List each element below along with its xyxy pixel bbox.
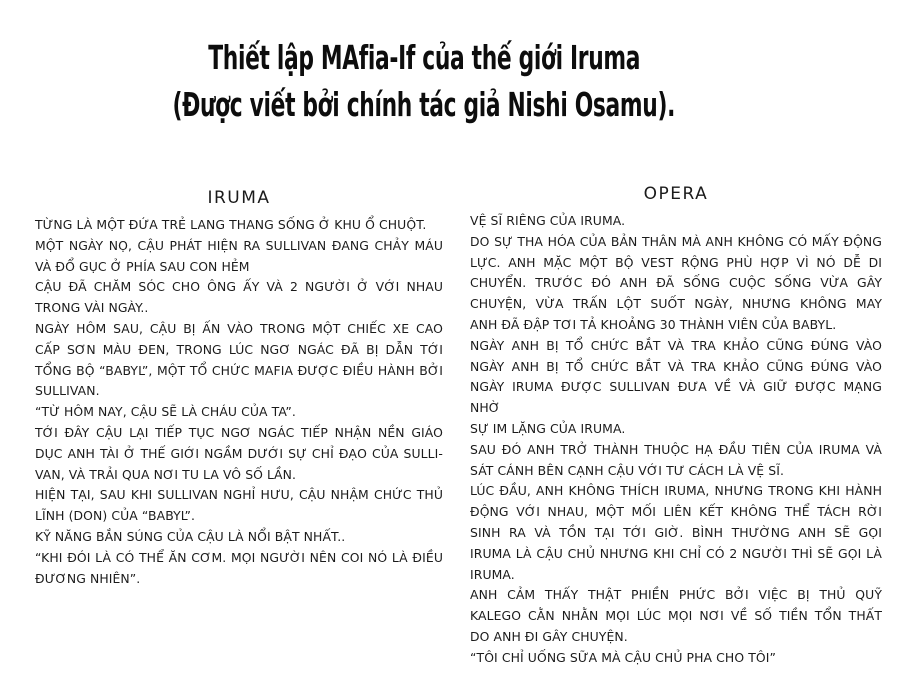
column-heading-iruma: IRUMA	[207, 188, 271, 208]
text-line: VỆ SĨ RIÊNG CỦA IRUMA.	[470, 213, 626, 228]
text-line: TỚI ĐÂY CẬU LẠI TIẾP TỤC NGƠ NGÁC TIẾP NHẬN NỀN GIÁO	[35, 424, 443, 440]
text-line: SỰ IM LẶNG CỦA IRUMA.	[470, 420, 626, 436]
text-line: NGÀY IRUMA ĐƯỢC SULLIVAN ĐƯA VỀ VÀ GIỮ ĐƯỢC MẠNG NHỜ	[470, 379, 882, 416]
column-opera	[470, 184, 882, 669]
text-line: DO ANH ĐI GÂY CHUYỆN.	[470, 628, 628, 644]
title-line-2: (Được viết bởi chính tác giả Nishi Osamu).	[172, 85, 676, 124]
text-line: TỔNG BỘ “BABYL”, MỘT TỔ CHỨC MAFIA ĐƯỢC ĐIỀU HÀNH BỞI	[35, 362, 443, 378]
text-line: MỘT NGÀY NỌ, CẬU PHÁT HIỆN RA SULLIVAN ĐANG CHẢY MÁU	[35, 237, 443, 253]
text-line: “KHI ĐÓI LÀ CÓ THỂ ĂN CƠM. MỌI NGƯỜI NÊN COI NÓ LÀ ĐIỀU	[35, 549, 443, 565]
text-line: “TỪ HÔM NAY, CẬU SẼ LÀ CHÁU CỦA TA”.	[35, 404, 296, 420]
text-line: VÀ ĐỔ GỤC Ở PHÍA SAU CON HẺM	[35, 258, 250, 274]
text-line: NGÀY ANH BỊ TỔ CHỨC BẮT VÀ TRA KHẢO CŨNG ĐÚNG VÀO	[470, 358, 882, 374]
text-line: LĨNH (DON) CỦA “BABYL”.	[35, 508, 196, 524]
text-line: DỤC ANH TÀI Ở THẾ GIỚI NGẦM DƯỚI SỰ CHỈ ĐẠO CỦA SULLI-	[35, 445, 443, 461]
text-line: NGÀY HÔM SAU, CẬU BỊ ẤN VÀO TRONG MỘT CHIẾC XE CAO	[35, 320, 443, 336]
text-line: KỸ NĂNG BẮN SÚNG CỦA CẬU LÀ NỔI BẬT NHẤT..	[35, 528, 346, 544]
text-line: SINH RA VÀ TỒN TẠI TỚI GIỜ. BÌNH THƯỜNG ANH SẼ GỌI	[470, 524, 882, 540]
text-line: SÁT CÁNH BÊN CẠNH CẬU VỚI TƯ CÁCH LÀ VỆ SĨ.	[470, 462, 785, 478]
text-line: ĐƯƠNG NHIÊN”.	[35, 570, 141, 586]
text-line: CHUYỂN. TRƯỚC ĐÓ ANH ĐÃ SỐNG CUỘC SỐNG VỪA GÂY	[470, 275, 882, 291]
text-line: CẤP SƠN MÀU ĐEN, TRONG LÚC NGƠ NGÁC ĐÃ BỊ DẪN TỚI	[35, 341, 443, 357]
text-line: LỰC. ANH MẶC MỘT BỘ VEST RỘNG PHÙ HỢP VÌ NÓ DỄ DI	[470, 254, 882, 270]
text-line: VAN, VÀ TRẢI QUA NƠI TU LA VÔ SỐ LẦN.	[35, 466, 297, 482]
text-line: TỪNG LÀ MỘT ĐỨA TRẺ LANG THANG SỐNG Ở KHU Ổ CHUỘT.	[35, 217, 427, 232]
text-line: ANH CẢM THẤY THẬT PHIỀN PHỨC BỞI VIỆC BỊ THỦ QUỸ	[470, 587, 882, 603]
text-line: TRONG VÀI NGÀY..	[35, 300, 149, 316]
text-line: NGÀY ANH BỊ TỔ CHỨC BẮT VÀ TRA KHẢO CŨNG ĐÚNG VÀO	[470, 337, 882, 353]
text-line: HIỆN TẠI, SAU KHI SULLIVAN NGHỈ HƯU, CẬU NHẬM CHỨC THỦ	[35, 487, 443, 503]
text-line: ĐỘNG VỚI NHAU, MỘT MỐI LIÊN KẾT KHÔNG THỂ TÁCH RỜI	[470, 504, 882, 520]
text-line: SULLIVAN.	[35, 383, 100, 399]
text-line: KALEGO CẰN NHẰN MỌI LÚC MỌI NƠI VỀ SỐ TIỀN TỔN THẤT	[470, 608, 882, 624]
text-line: “TÔI CHỈ UỐNG SỮA MÀ CẬU CHỦ PHA CHO TÔI”	[470, 649, 777, 665]
page-title	[0, 34, 848, 128]
text-line: CẬU ĐÃ CHĂM SÓC CHO ÔNG ẤY VÀ 2 NGƯỜI Ở VỚI NHAU	[35, 279, 443, 295]
text-line: SAU ĐÓ ANH TRỞ THÀNH THUỘC HẠ ĐẦU TIÊN CỦA IRUMA VÀ	[470, 441, 882, 457]
text-line: IRUMA LÀ CẬU CHỦ NHƯNG KHI CHỈ CÓ 2 NGƯỜI THÌ SẼ GỌI LÀ	[470, 545, 882, 561]
column-heading-opera: OPERA	[643, 184, 709, 204]
title-line-1: Thiết lập MAfia-If của thế giới Iruma	[208, 38, 640, 77]
column-iruma	[35, 188, 443, 589]
text-line: LÚC ĐẦU, ANH KHÔNG THÍCH IRUMA, NHƯNG TRONG KHI HÀNH	[470, 483, 882, 499]
text-line: CHUYỆN, VỪA TRẤN LỘT SUỐT NGÀY, NHƯNG KHÔNG MAY	[470, 296, 882, 312]
text-line: DO SỰ THA HÓA CỦA BẢN THÂN MÀ ANH KHÔNG CÓ MẤY ĐỘNG	[470, 233, 882, 249]
text-line: ANH ĐÃ ĐẬP TƠI TẢ KHOẢNG 30 THÀNH VIÊN CỦA BABYL.	[470, 316, 837, 332]
text-line: IRUMA.	[470, 566, 515, 582]
